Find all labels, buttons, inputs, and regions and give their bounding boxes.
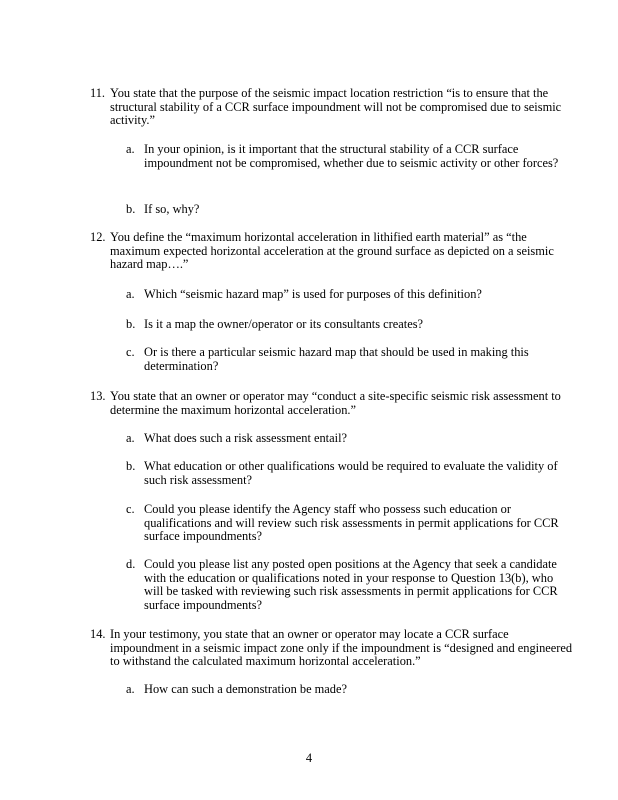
question-12-item-c bbox=[126, 346, 566, 373]
item-text: If so, why? bbox=[144, 202, 200, 216]
item-text: How can such a demonstration be made? bbox=[144, 682, 347, 696]
item-text: Could you please identify the Agency staff who possess such education or qualifications and will review such risk assessments in permit applications for CCR surface impoundments? bbox=[144, 502, 559, 543]
question-11-item-a bbox=[126, 143, 566, 170]
question-number: 14. bbox=[90, 627, 106, 641]
item-label: a. bbox=[126, 682, 135, 696]
question-text: You state that the purpose of the seismic impact location restriction “is to ensure that the structural stability of a CCR surface impoundment will not be compromised due to seismic activity.” bbox=[110, 86, 562, 127]
item-label: a. bbox=[126, 287, 135, 301]
question-number: 12. bbox=[90, 230, 106, 244]
item-text: Could you please list any posted open positions at the Agency that seek a candidate with the education or qualifications noted in your response to Question 13(b), who will be tasked with reviewing such risk assessments in permit applications for CCR surface impoundments? bbox=[144, 557, 558, 612]
item-text: Or is there a particular seismic hazard map that should be used in making this determination? bbox=[144, 345, 529, 373]
question-text: You define the “maximum horizontal acceleration in lithified earth material” as “the maximum expected horizontal acceleration at the ground surface as depicted on a seismic hazard map….” bbox=[110, 230, 554, 271]
question-13-item-d bbox=[126, 558, 566, 612]
item-text: What education or other qualifications would be required to evaluate the validity of such risk assessment? bbox=[144, 459, 558, 487]
item-text: Which “seismic hazard map” is used for purposes of this definition? bbox=[144, 287, 482, 301]
item-label: b. bbox=[126, 317, 136, 331]
item-text: Is it a map the owner/operator or its consultants creates? bbox=[144, 317, 424, 331]
question-11-item-b bbox=[126, 203, 566, 217]
item-label: d. bbox=[126, 557, 136, 571]
question-number: 11. bbox=[90, 86, 106, 100]
question-13 bbox=[90, 390, 578, 417]
question-14-item-a bbox=[126, 683, 566, 697]
item-label: a. bbox=[126, 431, 135, 445]
question-12-item-b bbox=[126, 318, 566, 332]
question-13-item-b bbox=[126, 460, 566, 487]
item-label: c. bbox=[126, 502, 135, 516]
item-label: b. bbox=[126, 459, 136, 473]
question-13-item-a bbox=[126, 432, 566, 446]
question-14 bbox=[90, 628, 578, 669]
item-label: b. bbox=[126, 202, 136, 216]
item-label: c. bbox=[126, 345, 135, 359]
item-label: a. bbox=[126, 142, 135, 156]
question-number: 13. bbox=[90, 389, 106, 403]
question-text: In your testimony, you state that an owner or operator may locate a CCR surface impoundment in a seismic impact zone only if the impoundment is “designed and engineered to withstand the calculated maximum horizontal acceleration.” bbox=[110, 627, 573, 668]
page-number: 4 bbox=[305, 751, 313, 765]
question-13-item-c bbox=[126, 503, 566, 544]
question-12-item-a bbox=[126, 288, 566, 302]
item-text: What does such a risk assessment entail? bbox=[144, 431, 348, 445]
item-text: In your opinion, is it important that the structural stability of a CCR surface impoundment not be compromised, whether due to seismic activity or other forces? bbox=[144, 142, 559, 170]
question-11 bbox=[90, 87, 578, 128]
question-12 bbox=[90, 231, 578, 272]
question-text: You state that an owner or operator may “conduct a site-specific seismic risk assessment to determine the maximum horizontal acceleration.” bbox=[110, 389, 561, 417]
